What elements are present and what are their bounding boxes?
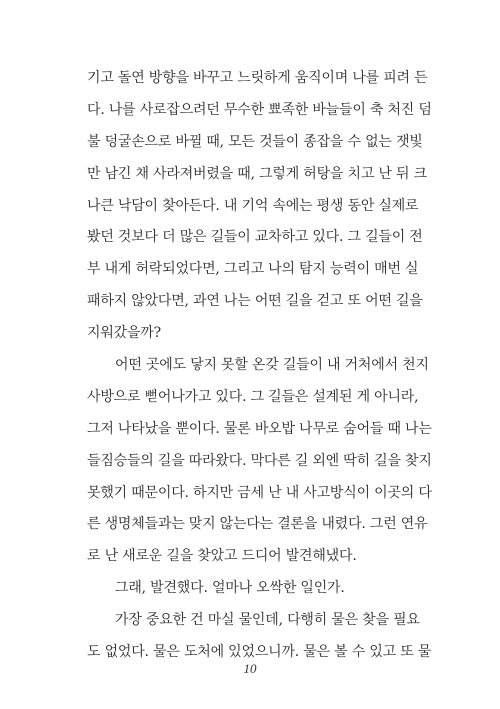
text-line: 른 생명체들과는 맞지 않는다는 결론을 내렸다. 그런 연유 [87,516,428,533]
text-line: 패하지 않았다면, 과연 나는 어떤 길을 걷고 또 어떤 길을 [87,293,423,310]
text-line: 못했기 때문이다. 하지만 금세 난 내 사고방식이 이곳의 다 [87,484,432,501]
page-number: 10 [243,661,257,676]
text-line: 기고 돌연 방향을 바꾸고 느릿하게 움직이며 나를 피려 든 [87,70,428,86]
text-line: 가장 중요한 건 마실 물인데, 다행히 물은 찾을 필요 [115,612,420,629]
text-line: 로 난 새로운 길을 찾았고 드디어 발견해냈다. [87,548,357,565]
text-line: 어떤 곳에도 닿지 못할 온갖 길들이 내 거처에서 천지 [115,357,429,374]
text-line: 그저 나타났을 뿐이다. 물론 바오밥 나무로 숨어들 때 나는 [87,420,432,437]
text-line: 나큰 낙담이 찾아든다. 내 기억 속에는 평생 동안 실제로 [87,197,419,214]
text-line: 도 없었다. 물은 도처에 있었으니까. 물은 볼 수 있고 또 물 [87,644,432,661]
text-line: 불 덩굴손으로 바뀔 때, 모든 것들이 종잡을 수 없는 잿빛 [87,133,423,150]
text-line: 사방으로 뻗어나가고 있다. 그 길들은 설계된 게 아니라, [87,388,419,405]
text-line: 지워갔을까? [87,325,161,342]
body-text [87,63,432,669]
text-line: 봤던 것보다 더 많은 길들이 교차하고 있다. 그 길들이 전 [87,229,423,246]
text-line: 들짐승들의 길을 따라왔다. 막다른 길 외엔 딱히 길을 찾지 [87,452,432,469]
text-line: 만 남긴 채 사라져버렸을 때, 그렇게 허탕을 치고 난 뒤 크 [87,165,427,182]
text-line: 다. 나를 사로잡으려던 무수한 뾰족한 바늘들이 축 처진 덤 [87,101,432,118]
text-line: 그래, 발견했다. 얼마나 오싹한 일인가. [115,580,345,597]
text-line: 부 내게 허락되었다면, 그리고 나의 탐지 능력이 매번 실 [87,261,419,278]
